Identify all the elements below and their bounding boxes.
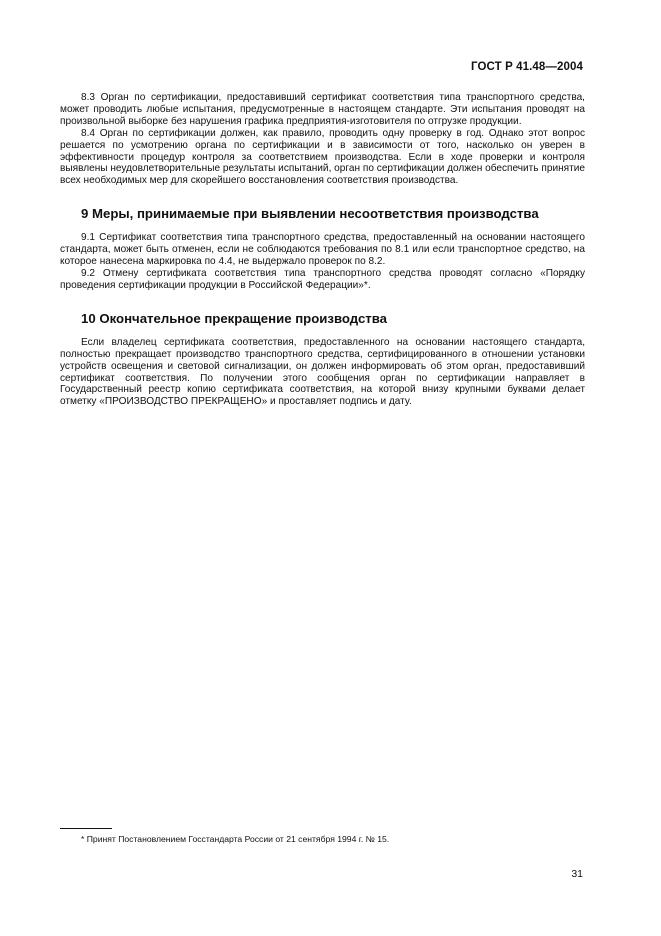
document-header: ГОСТ Р 41.48—2004: [471, 61, 583, 73]
clause-9-2: 9.2 Отмену сертификата соответствия типа транспортного средства проводят согласно «Порядку проведения сертификации продукции в Российской Федерации»*.: [60, 267, 585, 291]
section-10-paragraph: Если владелец сертификата соответствия, предоставленного на основании настоящего стандарта, полностью прекращает производство транспортного средства, сертифицированного в отношении установки устройств освещения и световой сигнализации, он должен информировать об этом орган, предоставивший сертификат соответствия. По получении этого сообщения орган по сертификации направляет в Государственный реестр копию сертификата соответствия, на которой внизу крупными буквами делает отметку «ПРОИЗВОДСТВО ПРЕКРАЩЕНО» и проставляет подпись и дату.: [60, 336, 585, 408]
document-body: [60, 92, 585, 408]
clause-9-1: 9.1 Сертификат соответствия типа транспортного средства, предоставленный на основании настоящего стандарта, может быть отменен, если не соблюдаются требования по 8.1 или если транспортное средство, на которое нанесена маркировка по 4.4, не выдержало проверок по 8.2.: [60, 232, 585, 268]
section-10-heading: 10 Окончательное прекращение производства: [81, 310, 388, 326]
footnote-separator: [60, 828, 112, 829]
clause-8-4: 8.4 Орган по сертификации должен, как правило, проводить одну проверку в год. Однако этот вопрос решается по усмотрению органа по сертификации и в зависимости от того, насколько он уверен в эффективности процедур контроля за соответствием производства. Если в ходе проверки и контроля выявлены неудовлетворительные результаты испытаний, орган по сертификации должен обеспечить принятие всех необходимых мер для скорейшего восстановления соответствия производства.: [60, 127, 585, 187]
page-number: 31: [571, 868, 583, 880]
footnote: * Принят Постановлением Госстандарта России от 21 сентября 1994 г. № 15.: [81, 834, 390, 844]
clause-8-3: 8.3 Орган по сертификации, предоставивший сертификат соответствия типа транспортного средства, может проводить любые испытания, предусмотренные в настоящем стандарте. Эти испытания проводят на произвольной выборке без нарушения графика предприятия-изготовителя по отгрузке продукции.: [60, 92, 585, 127]
section-9-heading: 9 Меры, принимаемые при выявлении несоответствия производства: [81, 206, 539, 222]
